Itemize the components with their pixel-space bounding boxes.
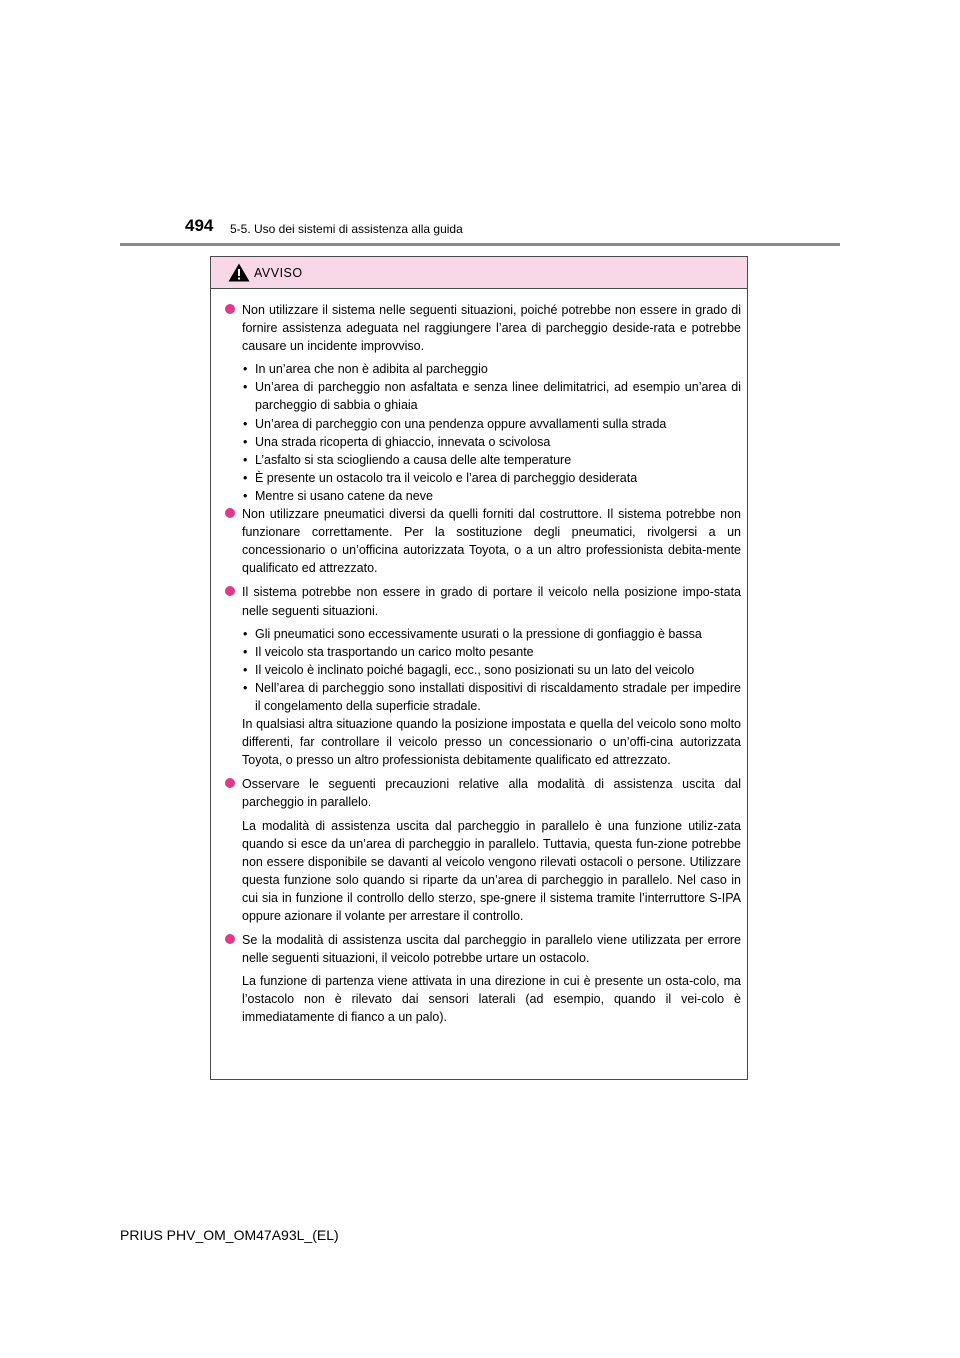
warning-item: [225, 583, 741, 769]
sub-item: • Gli pneumatici sono eccessivamente usurati o la pressione di gonfiaggio è bassa: [242, 625, 741, 643]
warning-item: [225, 931, 741, 1026]
pink-bullet-icon: [225, 508, 235, 518]
sub-item: • Il veicolo è inclinato poiché bagagli, ecc., sono posizionati su un lato del veicolo: [242, 661, 741, 679]
sub-item: • Nell’area di parcheggio sono installati dispositivi di riscaldamento stradale per impedire il congelamento della superficie stradale.: [242, 679, 741, 715]
warning-item-text: Il sistema potrebbe non essere in grado di portare il veicolo nella posizione impo-stata nelle seguenti situazioni.: [242, 585, 741, 618]
sub-item: • È presente un ostacolo tra il veicolo e l’area di parcheggio desiderata: [242, 469, 741, 487]
warning-item: [225, 775, 741, 925]
page-number: 494: [185, 216, 214, 235]
warning-header: [211, 257, 747, 289]
pink-bullet-icon: [225, 304, 235, 314]
warning-item-followup: In qualsiasi altra situazione quando la posizione impostata e quella del veicolo sono molto differenti, far controllare il veicolo presso un concessionario o un’offi-cina autorizzata Toyota, o presso un altro professionista debitamente qualificato ed attrezzato.: [242, 717, 741, 768]
sub-item: • Un’area di parcheggio con una pendenza oppure avvallamenti sulla strada: [242, 415, 741, 433]
pink-bullet-icon: [225, 778, 235, 788]
sub-item: • Il veicolo sta trasportando un carico molto pesante: [242, 643, 741, 661]
pink-bullet-icon: [225, 934, 235, 944]
sub-item: • In un’area che non è adibita al parcheggio: [242, 360, 741, 378]
sub-list: [242, 625, 741, 715]
sub-list: [242, 360, 741, 505]
warning-item: [225, 505, 741, 577]
section-title: 5-5. Uso dei sistemi di assistenza alla guida: [230, 222, 463, 236]
warning-triangle-icon: [228, 263, 250, 282]
pink-bullet-icon: [225, 586, 235, 596]
warning-body: [211, 289, 747, 1027]
footer-model-code: PRIUS PHV_OM_OM47A93L_(EL): [120, 1227, 339, 1243]
warning-item-paragraph: La funzione di partenza viene attivata in una direzione in cui è presente un osta-colo, ma l’ostacolo non è rilevato dai sensori laterali (ad esempio, quando il vei-colo è immediatamente di fianco a un palo).: [242, 974, 741, 1025]
sub-item: • L’asfalto si sta sciogliendo a causa delle alte temperature: [242, 451, 741, 469]
warning-item-text: Non utilizzare pneumatici diversi da quelli forniti dal costruttore. Il sistema potrebbe non funzionare correttamente. Per la sostituzione degli pneumatici, rivolgersi a un concessionario o un’officina autorizzata Toyota, o a un altro professionista debita-mente qualificato ed attrezzato.: [242, 507, 741, 576]
warning-item-text: Se la modalità di assistenza uscita dal parcheggio in parallelo viene utilizzata per errore nelle seguenti situazioni, il veicolo potrebbe urtare un ostacolo.: [242, 933, 741, 966]
sub-item: • Un’area di parcheggio non asfaltata e senza linee delimitatrici, ad esempio un’area di parcheggio di sabbia o ghiaia: [242, 378, 741, 414]
header-rule: [120, 243, 840, 246]
warning-box: [210, 256, 748, 1080]
sub-item: • Una strada ricoperta di ghiaccio, innevata o scivolosa: [242, 433, 741, 451]
warning-item-text: Osservare le seguenti precauzioni relative alla modalità di assistenza uscita dal parcheggio in parallelo.: [242, 777, 741, 810]
sub-item: • Mentre si usano catene da neve: [242, 487, 741, 505]
warning-item-text: Non utilizzare il sistema nelle seguenti situazioni, poiché potrebbe non essere in grado di fornire assistenza adeguata nel raggiungere l’area di parcheggio deside-rata e potrebbe causare un incidente improvviso.: [242, 303, 741, 354]
warning-item-paragraph: La modalità di assistenza uscita dal parcheggio in parallelo è una funzione utiliz-zata quando si esce da un’area di parcheggio in parallelo. Tuttavia, questa fun-zione potrebbe non essere disponibile se davanti al veicolo vengono rilevati ostacoli o persone. Utilizzare questa funzione solo quando si riparte da un’area di parcheggio in parallelo. Nel caso in cui sia in funzione il controllo dello sterzo, spe-gnere il sistema tramite l’interruttore S-IPA oppure azionare il volante per arrestare il controllo.: [242, 818, 741, 923]
warning-item: [225, 301, 741, 505]
warning-title: AVVISO: [254, 266, 303, 280]
